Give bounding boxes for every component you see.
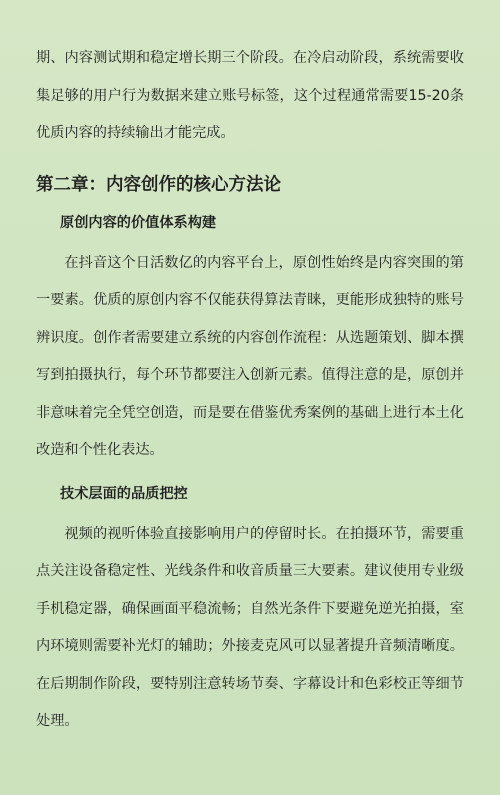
intro-paragraph: 期、内容测试期和稳定增长期三个阶段。在冷启动阶段，系统需要收集足够的用户行为数据来建立账号标签，这个过程通常需要15-20条优质内容的持续输出才能完成。 — [36, 50, 464, 141]
chapter-title: 第二章：内容创作的核心方法论 — [36, 174, 281, 195]
section-body-quality: 视频的视听体验直接影响用户的停留时长。在拍摄环节，需要重点关注设备稳定性、光线条件和收音质量三大要素。建议使用专业级手机稳定器，确保画面平稳流畅；自然光条件下要避免逆光拍摄，室内环境则需要补光灯的辅助；外接麦克风可以显著提升音频清晰度。在后期制作阶段，要特别注意转场节奏、字幕设计和色彩校正等细节处理。 — [36, 525, 464, 729]
section-body-originality: 在抖音这个日活数亿的内容平台上，原创性始终是内容突围的第一要素。优质的原创内容不仅能获得算法青睐，更能形成独特的账号辨识度。创作者需要建立系统的内容创作流程：从选题策划、脚本撰写到拍摄执行，每个环节都要注入创新元素。值得注意的是，原创并非意味着完全凭空创造，而是要在借鉴优秀案例的基础上进行本土化改造和个性化表达。 — [36, 254, 464, 458]
section-title-quality: 技术层面的品质把控 — [60, 485, 188, 502]
section-title-originality: 原创内容的价值体系构建 — [60, 214, 217, 231]
